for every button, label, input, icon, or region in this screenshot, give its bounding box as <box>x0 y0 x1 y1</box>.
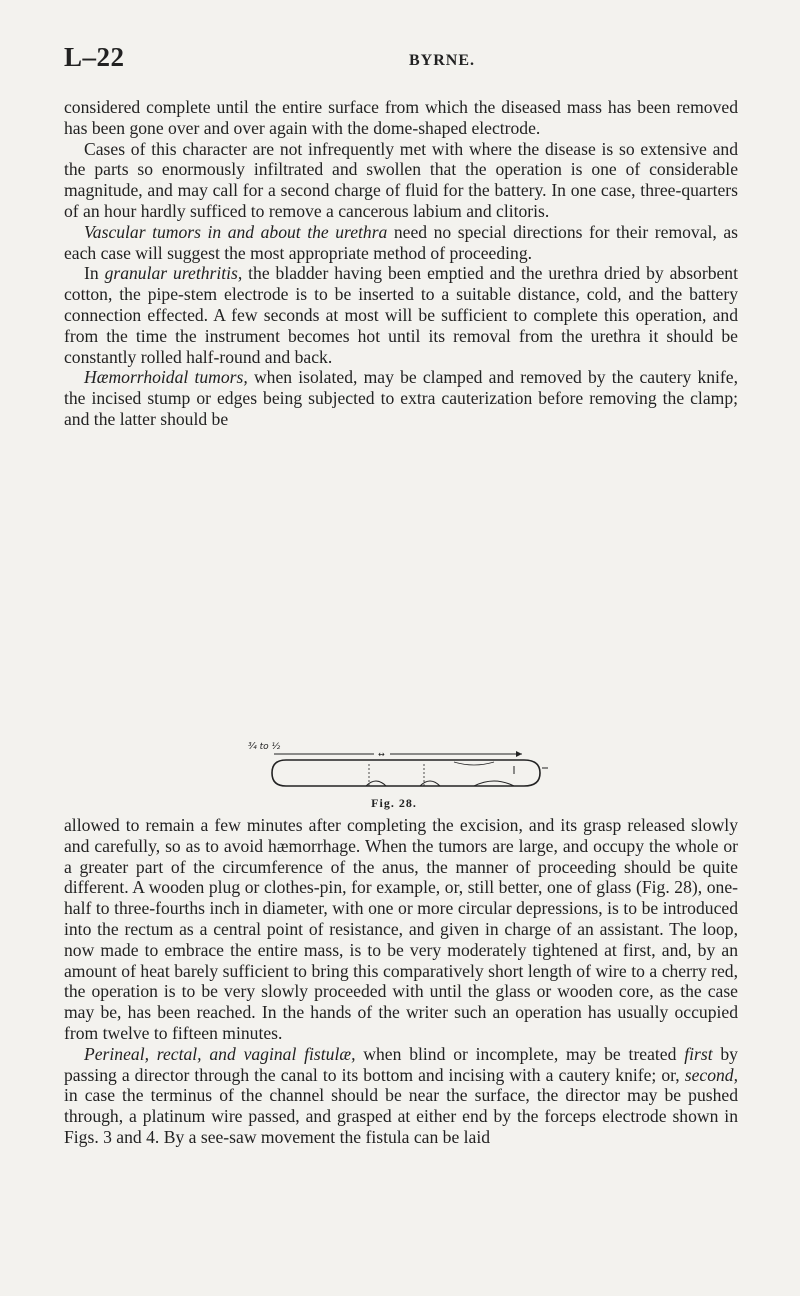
page-header <box>64 42 736 76</box>
paragraph: considered complete until the entire surface from which the diseased mass has been removed has been gone over and over again with the dome-shaped electrode. <box>64 97 738 138</box>
emphasis: Vascular tumors in and about the urethra <box>84 221 388 242</box>
text-block-lower <box>64 815 738 1148</box>
svg-text:↔: ↔ <box>378 750 385 759</box>
figure-caption: Fig. 28. <box>371 796 417 810</box>
emphasis: second, <box>684 1064 738 1085</box>
figure-28 <box>224 742 564 812</box>
paragraph: Perineal, rectal, and vaginal fistulæ, when blind or incomplete, may be treated first by passing a director through the canal to its bottom and incising with a cautery knife; or, second, in case the terminus of the channel should be near the surface, the director may be pushed through, a platinum wire passed, and grasped at either end by the forceps electrode shown in Figs. 3 and 4. By a see-saw movement the fistula can be laid <box>64 1043 738 1147</box>
paragraph: allowed to remain a few minutes after completing the excision, and its grasp released slowly and carefully, so as to avoid hæmorrhage. When the tumors are large, and occupy the whole or a greater part of the circumference of the anus, the manner of proceeding should be quite different. A wooden plug or clothes-pin, for example, or, still better, one of glass (Fig. 28), one-half to three-fourths inch in diameter, with one or more circular depressions, is to be introduced into the rectum as a central point of resistance, and given in charge of an assistant. The loop, now made to embrace the entire mass, is to be very moderately tightened at first, and, by an amount of heat barely sufficient to bring this comparatively short length of wire to a cherry red, the operation is to be very slowly proceeded with until the glass or wooden core, as the case may be, has been reached. In the hands of the writer such an operation has usually occupied from twelve to fifteen minutes. <box>64 815 738 1043</box>
paragraph: Vascular tumors in and about the urethra need no special directions for their removal, as each case will suggest the most appropriate method of proceeding. <box>64 221 739 263</box>
emphasis: first <box>684 1043 713 1064</box>
paragraph: In granular urethritis, the bladder having been emptied and the urethra dried by absorbent cotton, the pipe-stem electrode is to be inserted to a suitable distance, cold, and the battery connection effected. A few seconds at most will be sufficient to complete this operation, and from the time the instrument becomes hot until its removal from the urethra it should be constantly rolled half-round and back. <box>64 263 738 367</box>
paragraph: Cases of this character are not infrequently met with where the disease is so extensive and the parts so enormously infiltrated and swollen that the operation is one of considerable magnitude, and may call for a second charge of fluid for the battery. In one case, three-quarters of an hour hardly sufficed to remove a cancerous labium and clitoris. <box>64 138 738 221</box>
emphasis: Hæmorrhoidal tumors, <box>84 367 248 388</box>
running-head: BYRNE. <box>409 52 476 69</box>
figure-label: ¾ to ½ <box>248 742 281 752</box>
emphasis: Perineal, rectal, and vaginal fistulæ, <box>84 1043 356 1064</box>
paragraph: Hæmorrhoidal tumors, when isolated, may be clamped and removed by the cautery knife, the incised stump or edges being subjected to extra cauterization before removing the clamp; and the latter should be <box>64 367 738 429</box>
text-block-upper <box>64 97 738 430</box>
emphasis: granular urethritis, <box>104 263 243 284</box>
page-number: L–22 <box>64 42 125 72</box>
